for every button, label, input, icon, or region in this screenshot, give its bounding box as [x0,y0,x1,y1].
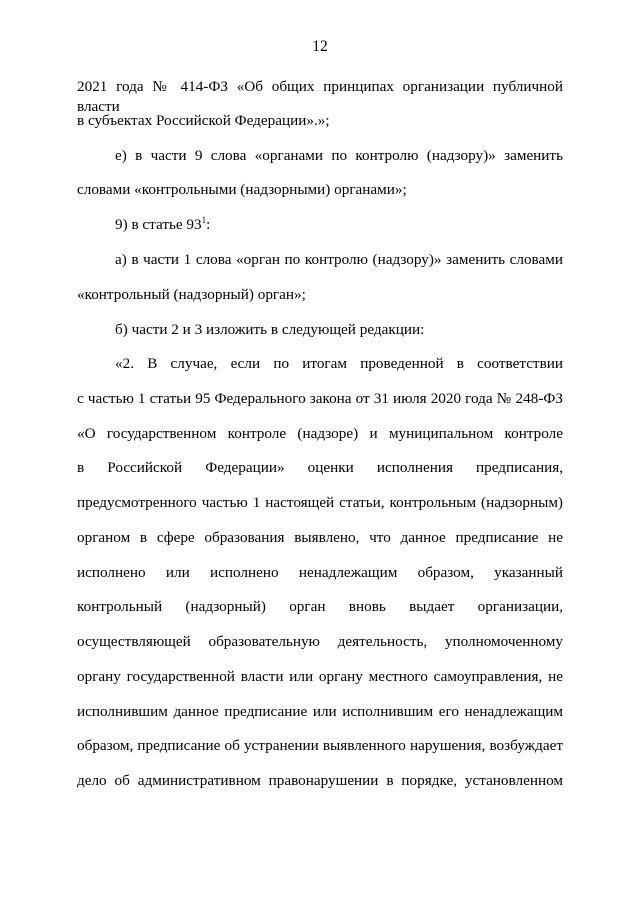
text-line: предусмотренного частью 1 настоящей статьи, контрольным (надзорным) [77,494,563,511]
text-line: «2. В случае, если по итогам проведенной в соответствии [115,355,563,372]
page-number: 12 [312,38,328,55]
colon: : [206,216,211,233]
text-line: контрольный (надзорный) орган вновь выдает организации, [77,598,563,615]
article-ref: 9) в статье 93 [115,216,202,233]
text-line: исполнившим данное предписание или исполнившим его ненадлежащим [77,703,563,720]
text-line: с частью 1 статьи 95 Федерального закона от 31 июля 2020 года № 248-ФЗ [77,390,563,407]
superscript: 1 [201,215,207,225]
text-line: в Российской Федерации» оценки исполнения предписания, [77,459,563,476]
text-line [115,215,563,235]
text-line: органом в сфере образования выявлено, что данное предписание не [77,529,563,546]
text-line: дело об административном правонарушении в порядке, установленном [77,772,563,789]
text-line: образом, предписание об устранении выявленного нарушения, возбуждает [77,737,563,754]
text-line: «контрольный (надзорный) орган»; [77,286,306,303]
text-line: «О государственном контроле (надзоре) и муниципальном контроле [77,425,563,442]
text-line: б) части 2 и 3 изложить в следующей редакции: [115,321,425,338]
text-line: в субъектах Российской Федерации».»; [77,112,330,129]
text-line: словами «контрольными (надзорными) органами»; [77,181,407,198]
text-line: исполнено или исполнено ненадлежащим образом, указанный [77,564,563,581]
text-line: органу государственной власти или органу местного самоуправления, не [77,668,563,685]
text-line: а) в части 1 слова «орган по контролю (надзору)» заменить словами [115,251,563,268]
text-line: 2021 года № 414-ФЗ «Об общих принципах организации публичной власти [77,78,563,115]
text-line: е) в части 9 слова «органами по контролю (надзору)» заменить [115,147,563,164]
text-line: осуществляющей образовательную деятельность, уполномоченному [77,633,563,650]
